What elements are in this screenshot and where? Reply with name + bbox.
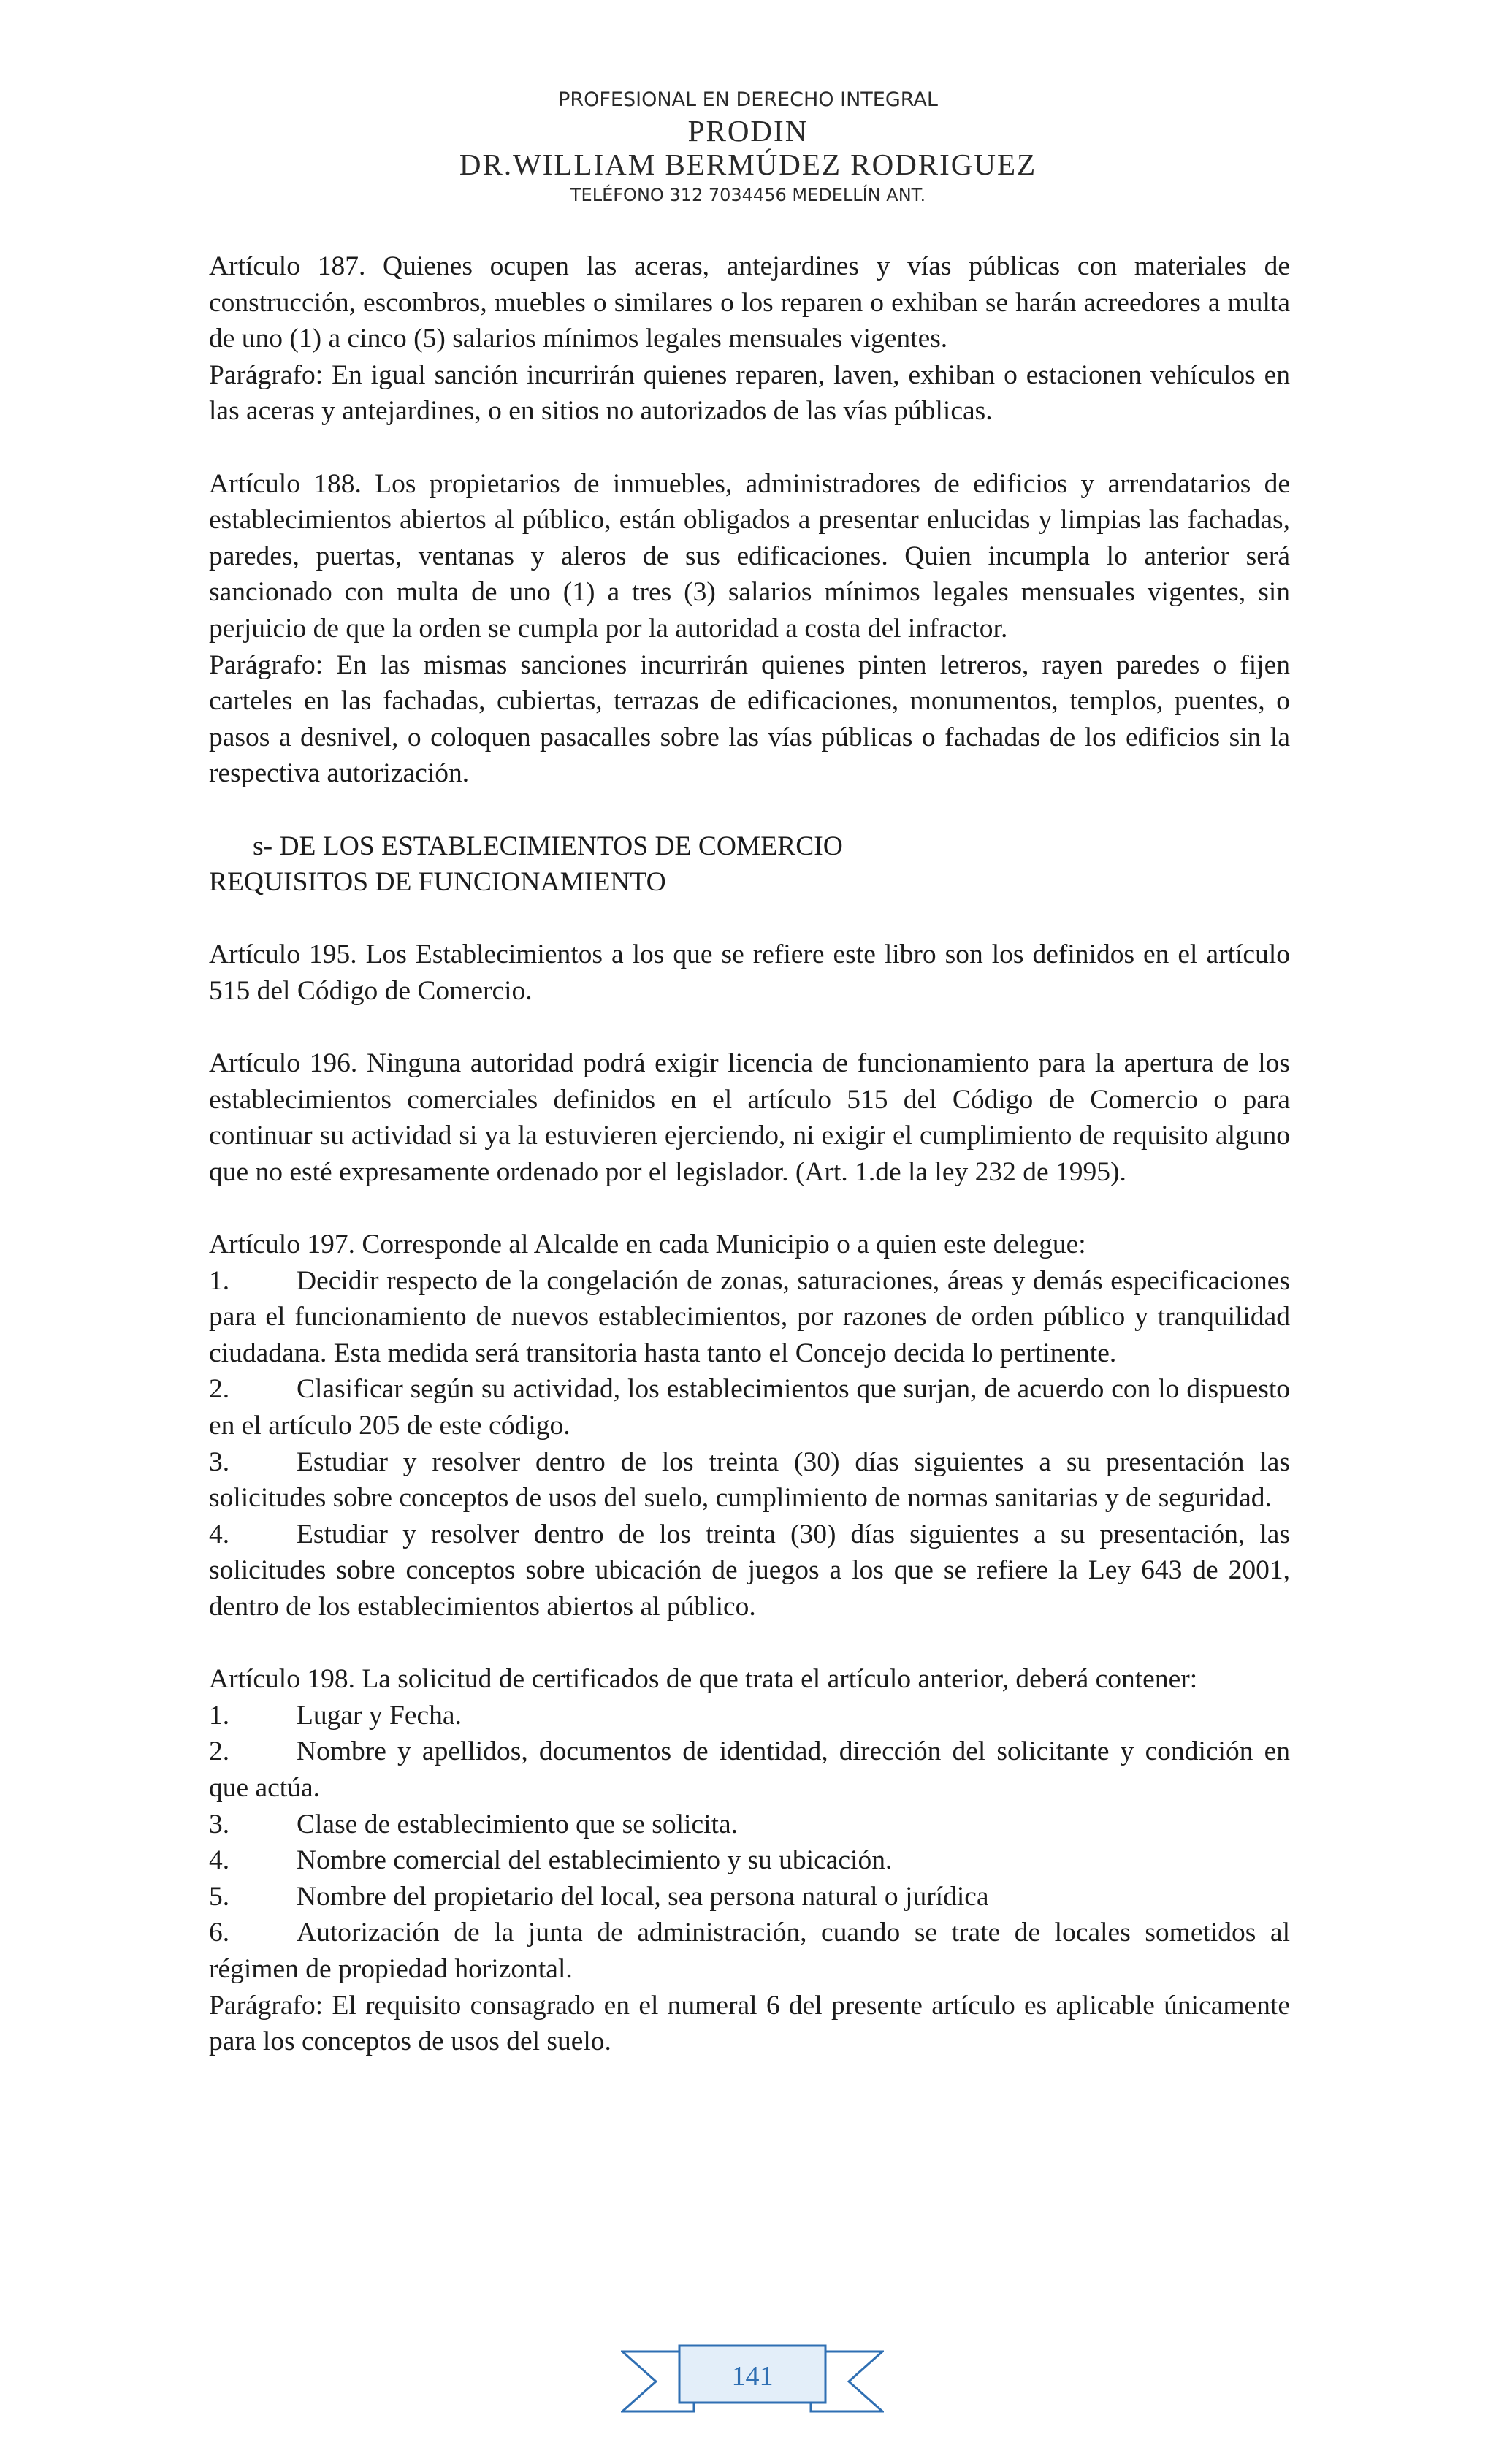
list-item-number: 1.	[209, 1265, 230, 1296]
list-item	[209, 1807, 1290, 1843]
list-item-number: 4.	[209, 1845, 230, 1876]
section-heading: s- DE LOS ESTABLECIMIENTOS DE COMERCIO	[253, 831, 843, 861]
section-subheading: REQUISITOS DE FUNCIONAMIENTO	[209, 867, 666, 898]
list-item-text: Estudiar y resolver dentro de los treinta (30) días siguientes a su presentación las solicitudes sobre conceptos de usos del suelo, cumplimiento de normas sanitarias y de seguridad.	[209, 1446, 1290, 1514]
list-item-text: Nombre comercial del establecimiento y su ubicación.	[297, 1845, 893, 1876]
list-item-text: Nombre y apellidos, documentos de identidad, dirección del solicitante y condición en que actúa.	[209, 1736, 1290, 1803]
list-item-text: Estudiar y resolver dentro de los treinta (30) días siguientes a su presentación, las solicitudes sobre conceptos sobre ubicación de juegos a los que se refiere la Ley 643 de 2001, dentro de los establecimientos abiertos al público.	[209, 1519, 1290, 1622]
list-item	[209, 1698, 1290, 1734]
spacer	[209, 1190, 1290, 1227]
list-item-number: 4.	[209, 1519, 230, 1549]
list-item-number: 3.	[209, 1809, 230, 1839]
spacer	[209, 792, 1290, 828]
list-item-text: Clase de establecimiento que se solicita.	[297, 1809, 738, 1839]
article-196: Artículo 196. Ninguna autoridad podrá exigir licencia de funcionamiento para la apertura de los establecimientos comerciales definidos en el artículo 515 del Código de Comercio o para continuar su actividad si ya la estuvieren ejerciendo, ni exigir el cumplimiento de requisito alguno que no esté expresamente ordenado por el legislador. (Art. 1.de la ley 232 de 1995).	[209, 1048, 1290, 1187]
list-item	[209, 1915, 1290, 1987]
page-number: 141	[731, 2361, 774, 2392]
list-item-number: 2.	[209, 1736, 230, 1767]
list-item	[209, 1733, 1290, 1806]
document-body	[209, 248, 1290, 2060]
article-188-paragrafo: Parágrafo: En las mismas sanciones incurrirán quienes pinten letreros, rayen paredes o fijen carteles en las fachadas, cubiertas, terrazas de edificaciones, monumentos, templos, puentes, o pasos a desnivel, o coloquen pasacalles sobre las vías públicas o fachadas de los edificios sin la respectiva autorización.	[209, 649, 1290, 789]
list-item-number: 5.	[209, 1881, 230, 1912]
article-187-paragrafo: Parágrafo: En igual sanción incurrirán quienes reparen, laven, exhiban o estacionen vehículos en las aceras y antejardines, o en sitios no autorizados de las vías públicas.	[209, 359, 1290, 427]
list-item-number: 2.	[209, 1374, 230, 1405]
spacer	[209, 901, 1290, 937]
letterhead-line-3: DR.WILLIAM BERMÚDEZ RODRIGUEZ	[459, 148, 1037, 181]
list-item	[209, 1263, 1290, 1372]
letterhead	[0, 86, 1496, 209]
spacer	[209, 1625, 1290, 1662]
article-198-paragrafo: Parágrafo: El requisito consagrado en el numeral 6 del presente artículo es aplicable únicamente para los conceptos de usos del suelo.	[209, 1990, 1290, 2057]
spacer	[209, 430, 1290, 466]
article-198-intro: Artículo 198. La solicitud de certificados de que trata el artículo anterior, deberá contener:	[209, 1664, 1198, 1695]
list-item	[209, 1371, 1290, 1443]
list-item	[209, 1879, 1290, 1915]
list-item-text: Nombre del propietario del local, sea persona natural o jurídica	[297, 1881, 989, 1912]
article-197-intro: Artículo 197. Corresponde al Alcalde en cada Municipio o a quien este delegue:	[209, 1229, 1086, 1260]
article-195: Artículo 195. Los Establecimientos a los que se refiere este libro son los definidos en el artículo 515 del Código de Comercio.	[209, 939, 1290, 1006]
list-item	[209, 1444, 1290, 1517]
list-item-number: 6.	[209, 1918, 230, 1948]
article-188: Artículo 188. Los propietarios de inmuebles, administradores de edificios y arrendatarios de establecimientos abiertos al público, están obligados a presentar enlucidas y limpias las fachadas, paredes, puertas, ventanas y aleros de sus edificaciones. Quien incumpla lo anterior será sancionado con multa de uno (1) a tres (3) salarios mínimos legales mensuales vigentes, sin perjuicio de que la orden se cumpla por la autoridad a costa del infractor.	[209, 468, 1290, 644]
letterhead-line-1: PROFESIONAL EN DERECHO INTEGRAL	[558, 88, 938, 111]
spacer	[209, 1009, 1290, 1045]
letterhead-line-4: TELÉFONO 312 7034456 MEDELLÍN ANT.	[570, 185, 926, 205]
list-item-text: Clasificar según su actividad, los establecimientos que surjan, de acuerdo con lo dispuesto en el artículo 205 de este código.	[209, 1374, 1290, 1441]
page-number-banner	[621, 2341, 884, 2422]
list-item-text: Autorización de la junta de administración, cuando se trate de locales sometidos al régimen de propiedad horizontal.	[209, 1918, 1290, 1984]
list-item-number: 1.	[209, 1700, 230, 1731]
article-187: Artículo 187. Quienes ocupen las aceras, antejardines y vías públicas con materiales de construcción, escombros, muebles o similares o los reparen o exhiban se harán acreedores a multa de uno (1) a cinco (5) salarios mínimos legales mensuales vigentes.	[209, 251, 1290, 354]
list-item	[209, 1842, 1290, 1879]
letterhead-line-2: PRODIN	[687, 114, 809, 148]
list-item-number: 3.	[209, 1446, 230, 1477]
list-item	[209, 1517, 1290, 1625]
list-item-text: Lugar y Fecha.	[297, 1700, 462, 1731]
list-item-text: Decidir respecto de la congelación de zonas, saturaciones, áreas y demás especificaciones para el funcionamiento de nuevos establecimientos, por razones de orden público y tranquilidad ciudadana. Esta medida será transitoria hasta tanto el Concejo decida lo pertinente.	[209, 1265, 1290, 1368]
